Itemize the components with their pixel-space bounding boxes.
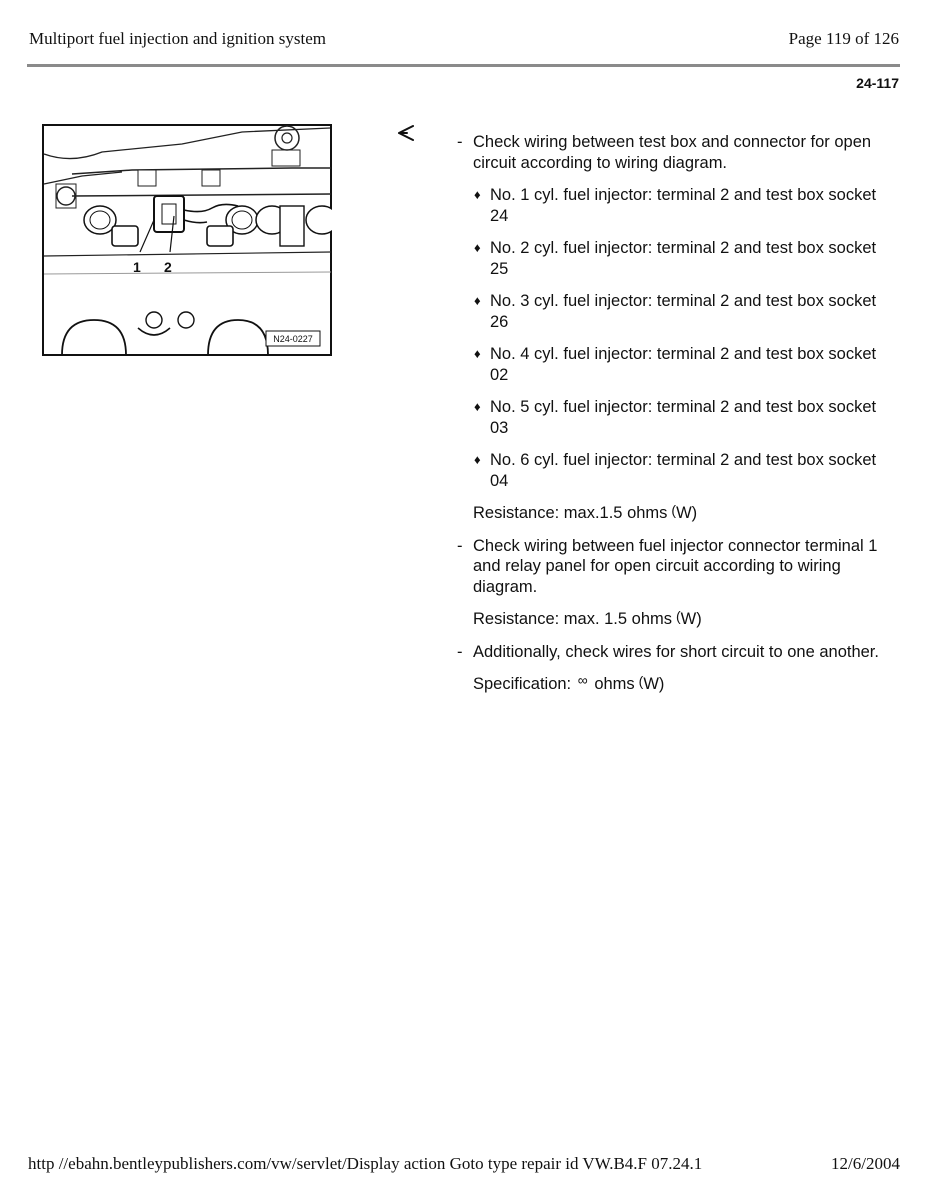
diamond-bullet-icon: ♦ xyxy=(474,346,481,361)
spec-paren: ( xyxy=(638,673,644,689)
document-title: Multiport fuel injection and ignition system xyxy=(29,29,326,48)
print-date: 12/6/2004 xyxy=(831,1154,900,1173)
list-item xyxy=(474,185,897,226)
list-item xyxy=(474,344,897,385)
list-item xyxy=(474,238,897,279)
spec-text: Resistance: max.1.5 ohms xyxy=(473,504,668,522)
diamond-bullet-icon: ♦ xyxy=(474,187,481,202)
step-dash: - xyxy=(457,536,463,555)
figure-pointer-icon xyxy=(397,124,415,142)
list-item-text: No. 6 cyl. fuel injector: terminal 2 and test box socket 04 xyxy=(490,451,877,490)
header-divider xyxy=(27,64,900,67)
procedure-steps xyxy=(457,132,897,707)
step-text: Check wiring between test box and connector for open circuit according to wiring diagram. xyxy=(473,133,872,172)
step-text: Additionally, check wires for short circuit to one another. xyxy=(473,642,879,661)
spec-unit: W) xyxy=(676,504,698,522)
spec-unit: W) xyxy=(680,610,702,628)
list-item-text: No. 2 cyl. fuel injector: terminal 2 and test box socket 25 xyxy=(490,239,877,278)
spec-unit: W) xyxy=(643,675,665,693)
list-item-text: No. 1 cyl. fuel injector: terminal 2 and test box socket 24 xyxy=(490,186,877,225)
page-footer xyxy=(28,1154,900,1174)
list-item xyxy=(474,397,897,438)
section-page-number: 24-117 xyxy=(856,75,899,91)
step-check-test-box-wiring xyxy=(457,132,897,173)
step-dash: - xyxy=(457,642,463,661)
figure-reference: N24-0227 xyxy=(273,334,313,344)
step-check-short-circuit xyxy=(457,642,897,663)
injector-terminal-list xyxy=(474,185,897,491)
diamond-bullet-icon: ♦ xyxy=(474,293,481,308)
step-text: Check wiring between fuel injector connector terminal 1 and relay panel for open circuit according to wiring diagram. xyxy=(473,536,878,596)
spec-paren: ( xyxy=(671,502,677,518)
specification xyxy=(457,674,897,695)
spec-label: Specification: xyxy=(473,675,572,693)
diamond-bullet-icon: ♦ xyxy=(474,240,481,255)
infinity-symbol: ∞ xyxy=(577,672,588,688)
resistance-spec xyxy=(457,609,897,630)
list-item-text: No. 3 cyl. fuel injector: terminal 2 and test box socket 26 xyxy=(490,292,877,331)
step-check-relay-panel-wiring xyxy=(457,536,897,598)
fuel-injector-connector-illustration xyxy=(42,124,332,356)
source-url: http //ebahn.bentleypublishers.com/vw/servlet/Display action Goto type repair id VW.B4.F 07.24.1 xyxy=(28,1154,703,1173)
list-item xyxy=(474,450,897,491)
list-item-text: No. 4 cyl. fuel injector: terminal 2 and test box socket 02 xyxy=(490,345,877,384)
list-item xyxy=(474,291,897,332)
spec-text: Resistance: max. 1.5 ohms xyxy=(473,610,672,628)
diamond-bullet-icon: ♦ xyxy=(474,399,481,414)
list-item-text: No. 5 cyl. fuel injector: terminal 2 and test box socket 03 xyxy=(490,398,877,437)
page-indicator: Page 119 of 126 xyxy=(788,29,899,48)
spec-paren: ( xyxy=(676,608,681,624)
callout-1: 1 xyxy=(133,259,141,275)
callout-2: 2 xyxy=(164,259,172,275)
spec-text: ohms xyxy=(594,675,635,693)
diamond-bullet-icon: ♦ xyxy=(474,452,481,467)
step-dash: - xyxy=(457,133,463,151)
resistance-spec xyxy=(457,503,897,524)
